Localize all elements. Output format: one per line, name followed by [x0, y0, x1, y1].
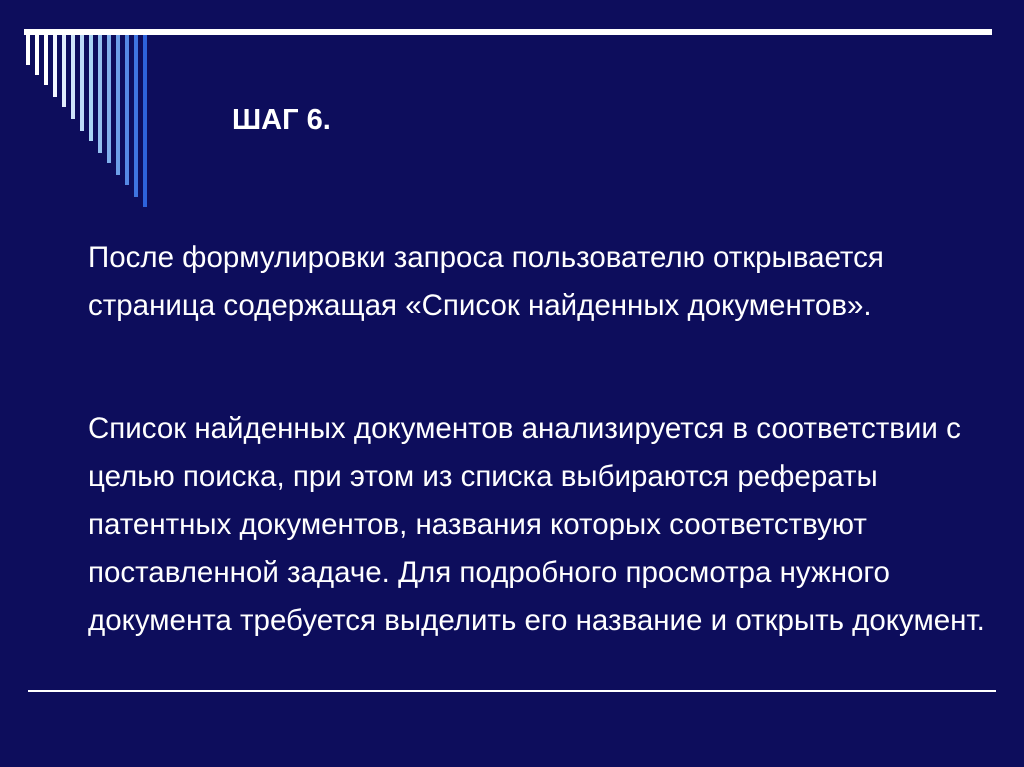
stripe [71, 35, 75, 119]
stripe [134, 35, 138, 197]
stripe [80, 35, 84, 131]
stripe [125, 35, 129, 185]
stripe [107, 35, 111, 163]
stripe [62, 35, 66, 107]
stripe [44, 35, 48, 85]
paragraph-2: Список найденных документов анализируется в соответствии с целью поиска, при этом из списка выбираются рефераты патентных документов, названия которых соответствуют поставленной задаче. Для подробного просмотра нужного документа требуется выделить его название и открыть документ. [88, 412, 985, 637]
stripe [53, 35, 57, 97]
decorative-stripes [0, 0, 180, 210]
stripe [26, 35, 30, 65]
bottom-divider-line [28, 690, 996, 692]
stripe [35, 35, 39, 75]
stripe [89, 35, 93, 141]
slide-title: ШАГ 6. [232, 104, 331, 136]
stripe [116, 35, 120, 175]
stripe [98, 35, 102, 153]
stripe [143, 35, 147, 207]
paragraph-1: После формулировки запроса пользователю открывается страница содержащая «Список найденных документов». [88, 241, 884, 322]
